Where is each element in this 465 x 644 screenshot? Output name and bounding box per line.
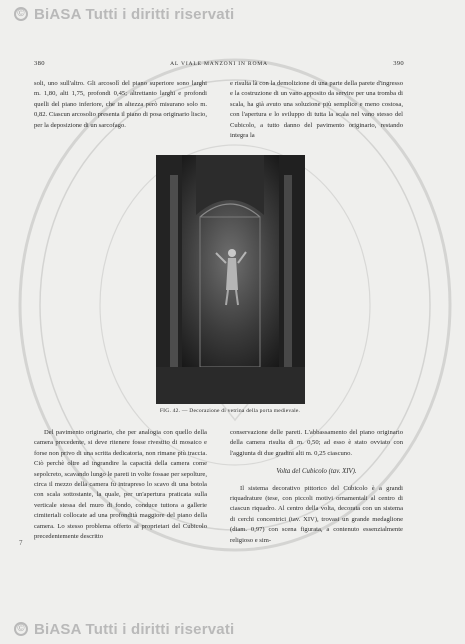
copyright-icon: © — [14, 7, 28, 21]
banner-text: BiASA Tutti i diritti riservati — [34, 620, 235, 638]
text-column-top-right — [230, 79, 403, 141]
running-head — [34, 60, 404, 67]
text-column-bottom-left — [34, 428, 207, 542]
section-heading: Volta del Cubicolo (tav. XIV). — [276, 468, 357, 476]
text-column-bottom-right — [230, 428, 403, 546]
copyright-banner-top — [0, 3, 465, 25]
margin-mark: 7 — [19, 539, 23, 547]
copyright-icon: © — [14, 622, 28, 636]
figure-photograph — [156, 155, 305, 404]
paragraph: Il sistema decorativo pittorico del Cubicolo è a grandi riquadrature (tese, con piccoli motivi ornamentali al centro di ciascun riquadro. Al centro della volta, decorata con un sistema di cerchi concentrici (tav. XIV), trovasi un grande medaglione (diam. 0,97) con scena figurata, a contenuto essenzialmente religioso e sim- — [230, 484, 403, 544]
figure-caption: FIG. 42. — Decorazione di vetrina della porta medievale. — [159, 408, 301, 414]
paragraph: Del pavimento originario, che per analogia con quello della camera precedente, si deve ritenere fosse rivestito di mosaico e forse non privo di una scritta dedicatoria, non rimane più traccia. Ciò perchè oltre ad ingrandire la capacità della camera come sepolcreto, scavando lungo le pareti in volte fossae per sepolture, circa il mezzo della camera fu intrapreso lo scavo di una botola con scala sottostante, la quale, per un'apertura praticata sulla verticale stessa del muro di fondo, conduce tuttora a gallerie cimiteriali collocate ad una profondità maggiore del piano della camera. Lo stesso problema offerto ai proprietari del Cubicolo precedentemente descritto — [34, 429, 207, 541]
copyright-banner-bottom — [0, 618, 465, 640]
text-column-top-left — [34, 79, 207, 131]
running-title: AL VIALE MANZONI IN ROMA — [170, 61, 268, 67]
page-number-right: 390 — [393, 60, 404, 67]
paragraph: e risulta là con la demolizione di una parte della parete d'ingresso e la costruzione di un vano apposito da servire per una tromba di scala, ha già avuto una soluzione più semplice e meno costosa, con l'apertura e lo sviluppo di tutta la scala nel vano stesso del Cubicolo, a tutto danno del pavimento originario, restando integra la — [230, 80, 403, 140]
paragraph: soli, uno sull'altro. Gli arcosolî del piano superiore sono larghi m. 1,80, alti 1,75, profondi 0,45; altrettanto larghi e profondi quelli del piano inferiore, che in altezza però misurano solo m. 0,82. Ciascun arcosolio presenta il piano di posa originario liscio, per la deposizione di un sarcofago. — [34, 80, 207, 129]
fresco-photo — [156, 155, 305, 404]
banner-text: BiASA Tutti i diritti riservati — [34, 5, 235, 23]
paragraph: conservazione delle pareti. L'abbassamento del piano originario della camera risulta di m. 0,50; ad esso è stato ovviato con l'aggiunta di due gradini alti m. 0,25 ciascuno. — [230, 429, 403, 457]
page-number-left: 380 — [34, 60, 45, 67]
